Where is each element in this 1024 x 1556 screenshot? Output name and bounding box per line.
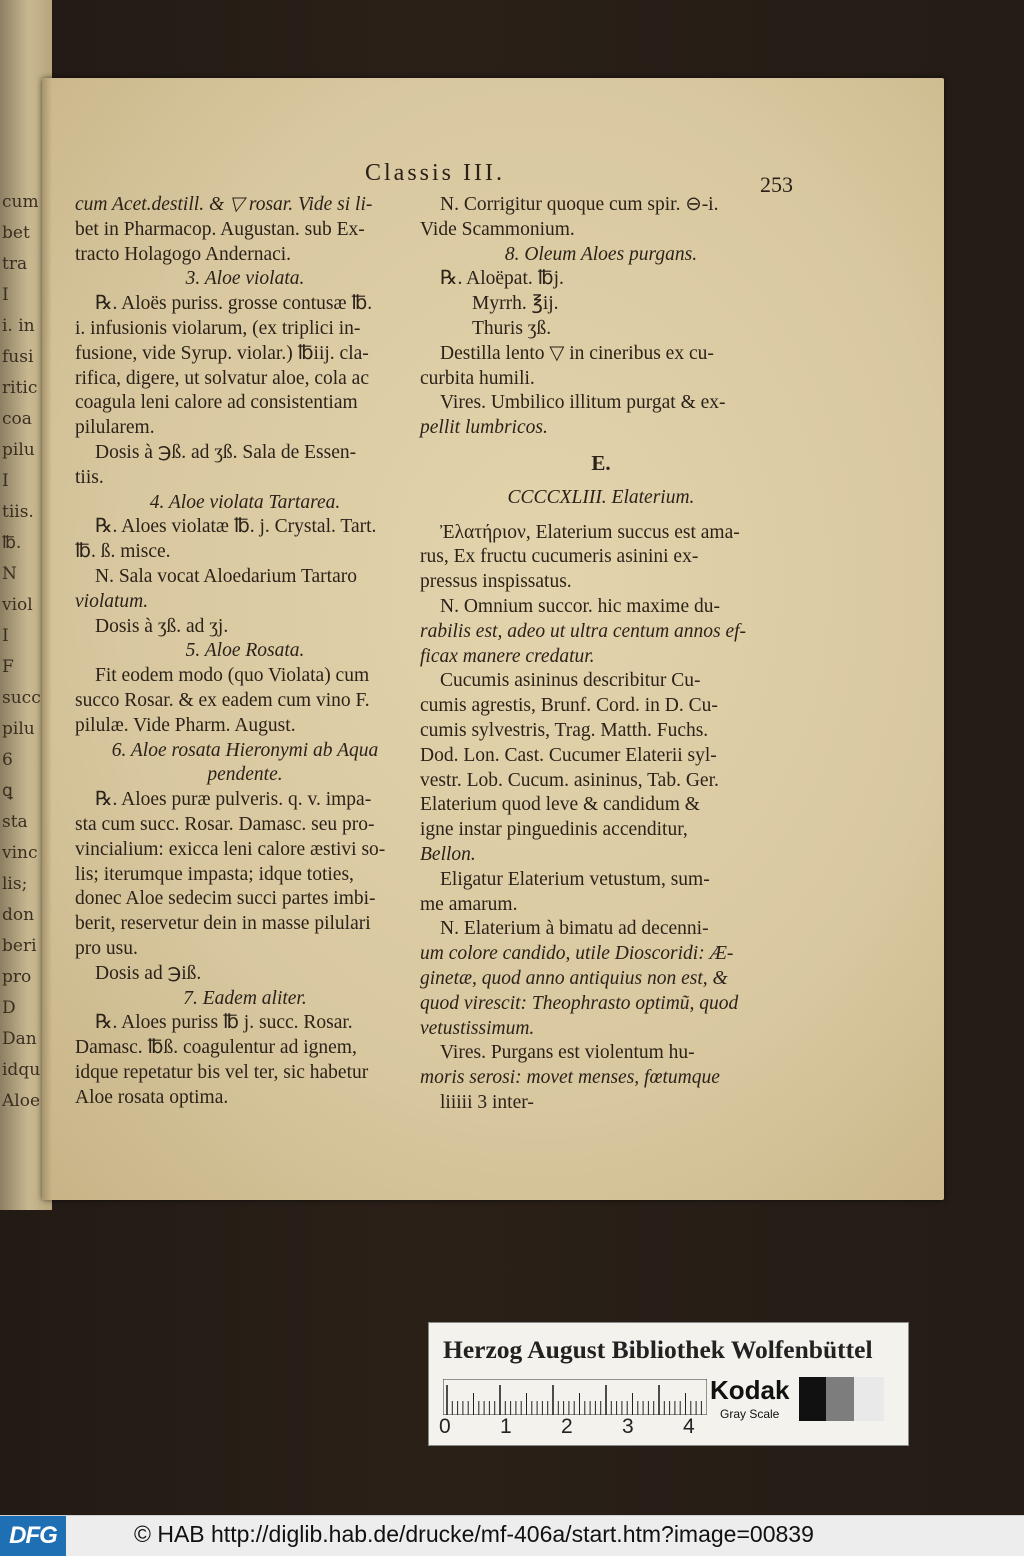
text-line: Dosis à ʒß. ad ʒj. [95, 615, 229, 637]
left-page-fragment: I [2, 626, 9, 646]
ruler-number: 3 [622, 1415, 634, 1438]
text-line: 8. Oleum Aloes purgans. [504, 243, 698, 265]
text-line: 6. Aloe rosata Hieronymi ab Aqua [111, 739, 379, 761]
gray-swatch-dark [799, 1377, 826, 1421]
left-page-fragment: Aloe [2, 1091, 41, 1111]
left-page-fragment: 6 [2, 750, 13, 770]
library-name: Herzog August Bibliothek Wolfenbüttel [443, 1335, 873, 1364]
text-line: Dosis ad ℈iß. [95, 962, 202, 984]
text-line: Thuris ʒß. [472, 317, 552, 339]
left-page-fragment: tra [2, 254, 28, 274]
text-line: Fit eodem modo (quo Violata) cum [95, 665, 370, 687]
text-line: E. [591, 450, 611, 475]
text-line: pressus inspissatus. [420, 571, 572, 593]
left-page-fragment: pilu [2, 440, 35, 460]
left-page-fragment: succ [2, 688, 41, 708]
text-line: pellit lumbricos. [420, 417, 548, 439]
text-line: pendente. [207, 764, 283, 786]
text-line: vetustissimum. [420, 1017, 535, 1039]
text-line: Aloe rosata optima. [75, 1086, 229, 1108]
dfg-logo: DFG [0, 1516, 66, 1556]
left-page-fragment: fusi [2, 347, 34, 367]
left-page-fragment: bet [2, 223, 30, 243]
text-line: pro usu. [75, 937, 138, 959]
text-line: Cucumis asininus describitur Cu- [440, 670, 701, 692]
copyright-url[interactable]: © HAB http://diglib.hab.de/drucke/mf-406a/start.htm?image=00839 [134, 1521, 814, 1547]
text-line: cum Acet.destill. & ▽ rosar. Vide si li- [75, 194, 373, 215]
text-line: coagula leni calore ad consistentiam [75, 392, 358, 414]
left-page-fragment: N [2, 564, 17, 584]
text-line: Bellon. [420, 843, 476, 865]
left-page-fragment: pilu [2, 719, 35, 739]
page-number: 253 [760, 172, 793, 197]
text-line: ℔. ß. misce. [75, 541, 171, 563]
text-line: 4. Aloe violata Tartarea. [149, 491, 341, 513]
text-line: cumis agrestis, Brunf. Cord. in D. Cu- [420, 695, 718, 717]
text-line: igne instar pinguedinis accenditur, [420, 819, 688, 841]
ruler-number: 1 [500, 1415, 512, 1438]
left-page-fragment: Dan [2, 1029, 37, 1049]
gray-swatch-light [854, 1377, 884, 1421]
text-line: i. infusionis violarum, (ex triplici in- [75, 317, 361, 339]
left-page-fragment: ritic [2, 378, 38, 398]
left-page-fragment: F [2, 657, 14, 677]
ruler-number: 0 [439, 1415, 451, 1438]
text-line: quod virescit: Theophrasto optimũ, quod [420, 992, 739, 1014]
text-line: ficax manere credatur. [420, 645, 595, 667]
text-line: me amarum. [420, 893, 518, 915]
left-page-fragment: vinc [2, 843, 38, 863]
text-line: moris serosi: movet menses, fœtumque [420, 1067, 720, 1089]
text-line: 3. Aloe violata. [185, 268, 305, 290]
text-line: liiiii 3 inter- [440, 1091, 534, 1113]
text-line [420, 441, 782, 451]
left-page-fragment: D [2, 998, 16, 1018]
text-line: rabilis est, adeo ut ultra centum annos ef- [420, 620, 747, 642]
left-page-fragment: I [2, 471, 9, 491]
text-line: curbita humili. [420, 367, 535, 389]
text-line [420, 511, 782, 521]
text-line: Myrrh. ℥ij. [472, 293, 559, 315]
text-line: tracto Holagogo Andernaci. [75, 243, 292, 265]
left-page-fragment: viol [2, 595, 33, 615]
text-line: Destilla lento ▽ in cineribus ex cu- [440, 342, 714, 364]
text-line: 5. Aloe Rosata. [185, 640, 305, 662]
text-line: pilularem. [75, 417, 155, 439]
text-line: bet in Pharmacop. Augustan. sub Ex- [75, 218, 365, 240]
text-line: N. Sala vocat Aloedarium Tartaro [95, 565, 357, 587]
library-color-card [428, 1322, 909, 1446]
text-line: donec Aloe sedecim succi partes imbi- [75, 888, 376, 910]
text-line: Ἐλατήριον, Elaterium succus est ama- [440, 521, 740, 543]
text-line: Eligatur Elaterium vetustum, sum- [440, 868, 710, 890]
page-gutter-shadow [42, 78, 52, 1200]
footer-bar [0, 1515, 1024, 1556]
text-line: sta cum succ. Rosar. Damasc. seu pro- [75, 813, 375, 835]
left-page-fragment: sta [2, 812, 28, 832]
left-page-fragment: beri [2, 936, 37, 956]
left-page-fragment: ꝗ [2, 781, 13, 801]
ruler-numbers [439, 1415, 719, 1441]
text-line: N. Elaterium à bimatu ad decenni- [440, 918, 709, 940]
text-line: rifica, digere, ut solvatur aloe, cola ac [75, 367, 369, 389]
running-header: Classis III. [365, 160, 505, 186]
ruler-number: 2 [561, 1415, 573, 1438]
text-line: 7. Eadem aliter. [183, 987, 307, 1009]
text-line: um colore candido, utile Dioscoridi: Æ- [420, 943, 734, 965]
text-line: ℞. Aloes violatæ ℔. j. Crystal. Tart. [95, 516, 377, 538]
gray-swatch-mid [826, 1377, 854, 1421]
text-line [420, 476, 782, 486]
text-line: Vires. Purgans est violentum hu- [440, 1042, 695, 1064]
text-line: Damasc. ℔ß. coagulentur ad ignem, [75, 1037, 357, 1059]
left-page-fragment: i. in [2, 316, 35, 336]
left-page-fragment: I [2, 285, 9, 305]
left-page-fragment: idqu [2, 1060, 41, 1080]
text-line: N. Corrigitur quoque cum spir. ⊖-i. [440, 194, 719, 215]
left-page-fragment: coa [2, 409, 32, 429]
text-line: violatum. [75, 590, 149, 612]
text-line: N. Omnium succor. hic maxime du- [440, 595, 720, 617]
text-line: rus, Ex fructu cucumeris asinini ex- [420, 546, 699, 568]
text-line: fusione, vide Syrup. violar.) ℔iij. cla- [75, 342, 369, 364]
text-line: lis; iterumque impasta; idque toties, [75, 863, 354, 885]
text-line: Vide Scammonium. [420, 218, 575, 240]
left-page-fragment: don [2, 905, 35, 925]
text-line: ℞. Aloes puræ pulveris. q. v. impa- [95, 789, 372, 811]
text-line: ginetæ, quod anno antiquius non est, & [420, 967, 728, 989]
ruler-frame [443, 1379, 707, 1415]
text-line: CCCCXLIII. Elaterium. [507, 486, 695, 508]
text-line: vincialium: exicca leni calore æstivi so- [75, 838, 386, 860]
gray-scale-label: Gray Scale [720, 1407, 780, 1421]
left-page-fragment: pro [2, 967, 32, 987]
text-line: succo Rosar. & ex eadem cum vino F. [75, 689, 370, 711]
text-line: Elaterium quod leve & candidum & [420, 794, 700, 816]
left-page-fragment: tiis. [2, 502, 34, 522]
text-line: tiis. [75, 466, 104, 488]
text-line: berit, reservetur dein in masse pilulari [75, 913, 371, 935]
text-line: Dosis à ℈ß. ad ʒß. Sala de Essen- [95, 441, 357, 463]
text-line: ℞. Aloes puriss ℔ j. succ. Rosar. [95, 1012, 353, 1034]
left-page-fragment: ℔. [2, 533, 22, 553]
text-line: cumis sylvestris, Trag. Matth. Fuchs. [420, 719, 709, 741]
text-line: Vires. Umbilico illitum purgat & ex- [440, 392, 726, 414]
text-line: ℞. Aloës puriss. grosse contusæ ℔. [95, 293, 373, 315]
left-text-column [75, 193, 415, 1110]
text-line: Dod. Lon. Cast. Cucumer Elaterii syl- [420, 744, 717, 766]
left-page-fragment: cum [2, 192, 39, 212]
ruler-number: 4 [683, 1415, 695, 1438]
text-line: ℞. Aloëpat. ℔j. [440, 268, 564, 290]
text-line: pilulæ. Vide Pharm. August. [75, 714, 296, 736]
text-line: vestr. Lob. Cucum. asininus, Tab. Ger. [420, 769, 719, 791]
measurement-ruler [443, 1379, 707, 1415]
text-line: idque repetatur bis vel ter, sic habetur [75, 1061, 369, 1083]
kodak-logo: Kodak [710, 1375, 790, 1405]
left-page-fragment: lis; [2, 874, 28, 894]
right-text-column [420, 193, 782, 1116]
